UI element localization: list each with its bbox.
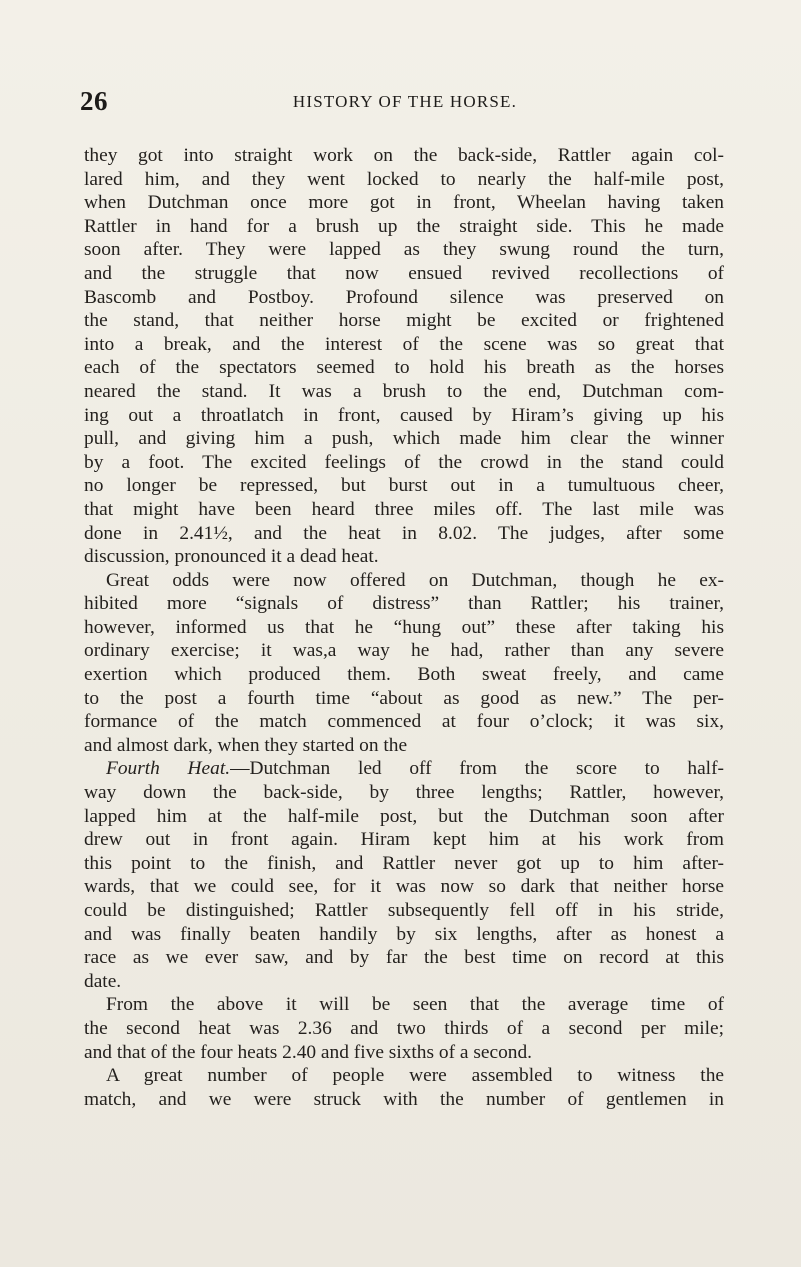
running-head: HISTORY OF THE HORSE. <box>292 92 518 111</box>
line-text: date. <box>84 970 122 992</box>
line-text: discussion, pronounced it a dead heat. <box>84 546 379 568</box>
line-text: drew out in front again. Hiram kept him at his work from <box>84 829 724 851</box>
line-text: and that of the four heats 2.40 and five sixths of a second. <box>84 1041 533 1063</box>
text-line <box>84 545 724 569</box>
text-line <box>84 734 724 758</box>
text-line <box>84 923 724 947</box>
line-text: ordinary exercise; it was,a way he had, rather than any severe <box>84 640 724 662</box>
text-line <box>84 168 724 192</box>
text-line <box>84 1017 724 1041</box>
text-line <box>84 309 724 333</box>
text-line <box>84 970 724 994</box>
text-line <box>84 191 724 215</box>
line-text: lared him, and they went locked to nearly the half-mile post, <box>84 168 724 190</box>
line-text: to the post a fourth time “about as good as new.” The per- <box>84 687 724 709</box>
body-text <box>84 144 724 1111</box>
line-text: done in 2.41½, and the heat in 8.02. The judges, after some <box>84 522 724 544</box>
text-line <box>84 757 724 781</box>
text-line <box>84 663 724 687</box>
line-text: exertion which produced them. Both sweat freely, and came <box>84 664 724 686</box>
line-text: they got into straight work on the back-side, Rattler again col- <box>84 145 724 166</box>
text-line <box>84 215 724 239</box>
line-text: and almost dark, when they started on the <box>84 734 408 756</box>
text-line <box>84 404 724 428</box>
line-text: Great odds were now offered on Dutchman, though he ex- <box>106 569 724 591</box>
line-text: could be distinguished; Rattler subsequently fell off in his stride, <box>84 900 724 921</box>
text-line <box>84 946 724 970</box>
text-line <box>84 1088 724 1112</box>
section-heading: Fourth Heat. <box>106 758 231 780</box>
line-text: hibited more “signals of distress” than Rattler; his trainer, <box>84 593 724 615</box>
text-line <box>84 687 724 711</box>
text-line <box>84 474 724 498</box>
line-text: no longer be repressed, but burst out in a tumultuous cheer, <box>84 475 724 497</box>
text-line <box>84 380 724 404</box>
text-line <box>84 498 724 522</box>
text-line <box>84 852 724 876</box>
text-line <box>84 1041 724 1065</box>
text-line <box>84 828 724 852</box>
text-line <box>84 805 724 829</box>
text-line <box>84 616 724 640</box>
line-text: however, informed us that he “hung out” these after taking his <box>84 616 724 638</box>
text-line <box>84 781 724 805</box>
line-text: by a foot. The excited feelings of the crowd in the stand could <box>84 451 724 473</box>
text-line <box>84 356 724 380</box>
line-text: each of the spectators seemed to hold his breath as the horses <box>84 357 724 379</box>
line-text: ing out a throatlatch in front, caused by Hiram’s giving up his <box>84 404 724 426</box>
line-text: when Dutchman once more got in front, Wheelan having taken <box>84 192 724 214</box>
line-text: match, and we were struck with the number of gentlemen in <box>84 1088 724 1110</box>
text-line <box>84 451 724 475</box>
line-text: —Dutchman led off from the score to half- <box>230 758 724 780</box>
line-text: Rattler in hand for a brush up the straight side. This he made <box>84 215 724 237</box>
line-text: soon after. They were lapped as they swung round the turn, <box>84 239 724 261</box>
line-text: neared the stand. It was a brush to the end, Dutchman com- <box>84 380 724 402</box>
line-text: the stand, that neither horse might be excited or frightened <box>84 310 724 332</box>
line-text: A great number of people were assembled to witness the <box>106 1065 724 1087</box>
text-line <box>84 427 724 451</box>
text-line <box>84 569 724 593</box>
line-text: lapped him at the half-mile post, but the Dutchman soon after <box>84 805 724 827</box>
text-line <box>84 710 724 734</box>
line-text: formance of the match commenced at four o’clock; it was six, <box>84 711 724 733</box>
line-text: From the above it will be seen that the average time of <box>106 994 724 1016</box>
text-line <box>84 639 724 663</box>
line-text: and was finally beaten handily by six lengths, after as honest a <box>84 923 724 945</box>
line-text: that might have been heard three miles off. The last mile was <box>84 498 724 520</box>
line-text: and the struggle that now ensued revived recollections of <box>84 262 724 284</box>
page-header <box>80 86 730 126</box>
line-text: the second heat was 2.36 and two thirds of a second per mile; <box>84 1017 724 1039</box>
text-line <box>84 144 724 168</box>
text-line <box>84 592 724 616</box>
line-text: into a break, and the interest of the scene was so great that <box>84 333 724 355</box>
line-text: wards, that we could see, for it was now so dark that neither horse <box>84 876 724 898</box>
text-line <box>84 1064 724 1088</box>
text-line <box>84 993 724 1017</box>
text-line <box>84 875 724 899</box>
page-number: 26 <box>80 86 108 116</box>
line-text: way down the back-side, by three lengths; Rattler, however, <box>84 782 724 804</box>
text-line <box>84 238 724 262</box>
line-text: Bascomb and Postboy. Profound silence was preserved on <box>84 286 724 308</box>
line-text: pull, and giving him a push, which made him clear the winner <box>84 428 724 450</box>
text-line <box>84 333 724 357</box>
text-line <box>84 262 724 286</box>
text-line <box>84 522 724 546</box>
text-line <box>84 286 724 310</box>
line-text: race as we ever saw, and by far the best time on record at this <box>84 947 724 969</box>
line-text: this point to the finish, and Rattler never got up to him after- <box>84 852 724 874</box>
text-line <box>84 899 724 923</box>
